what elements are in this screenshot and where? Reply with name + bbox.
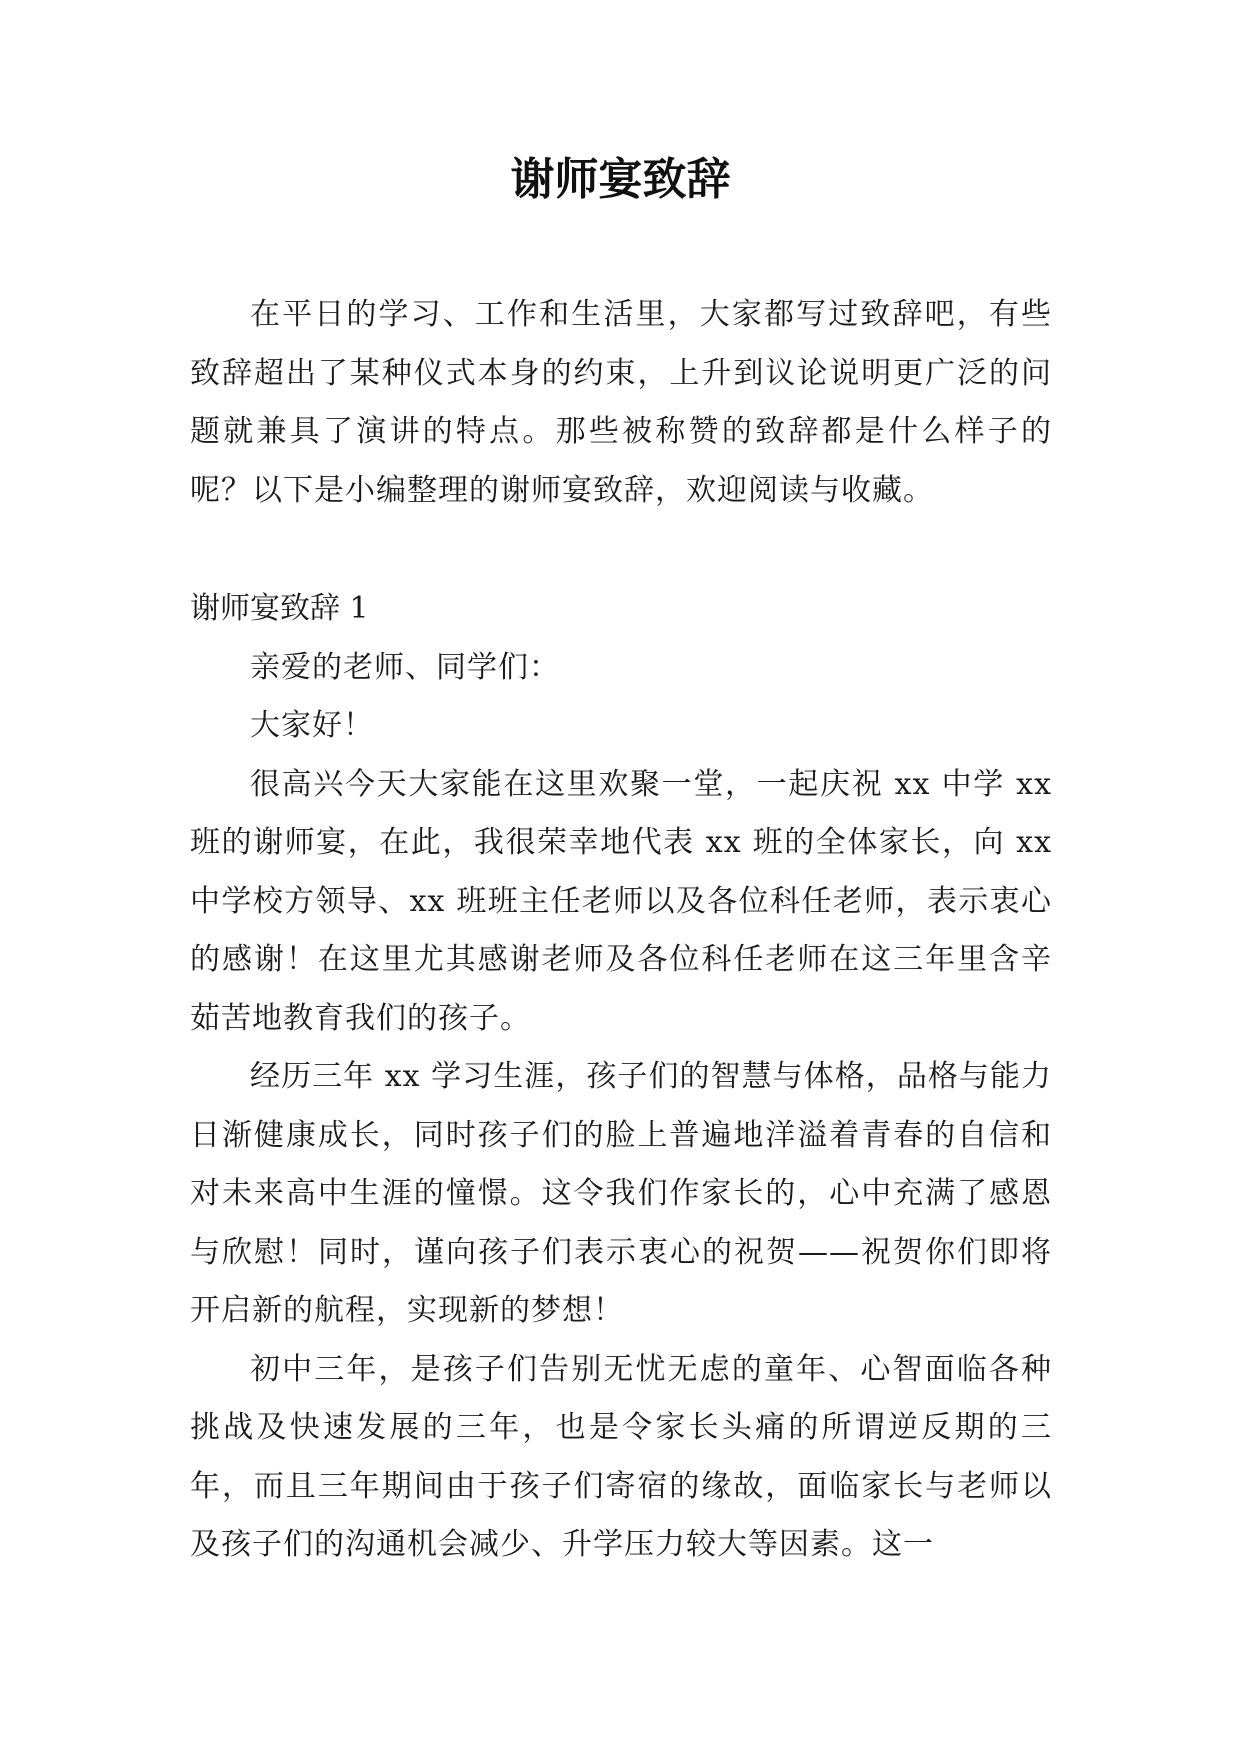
intro-paragraph: 在平日的学习、工作和生活里，大家都写过致辞吧，有些致辞超出了某种仪式本身的约束，上升到议论说明更广泛的问题就兼具了演讲的特点。那些被称赞的致辞都是什么样子的呢？以下是小编整理的谢师宴致辞，欢迎阅读与收藏。 [190, 297, 1052, 508]
salutation: 亲爱的老师、同学们： [250, 649, 560, 685]
body-paragraph: 经历三年 xx 学习生涯，孩子们的智慧与体格，品格与能力日渐健康成长，同时孩子们的脸上普遍地洋溢着青春的自信和对未来高中生涯的憧憬。这令我们作家长的，心中充满了感恩与欣慰！同时，谨向孩子们表示衷心的祝贺——祝贺你们即将开启新的航程，实现新的梦想！ [190, 1059, 1052, 1328]
document-title: 谢师宴致辞 [510, 154, 731, 205]
body-paragraph: 初中三年，是孩子们告别无忧无虑的童年、心智面临各种挑战及快速发展的三年，也是令家长头痛的所谓逆反期的三年，而且三年期间由于孩子们寄宿的缘故，面临家长与老师以及孩子们的沟通机会减少、升学压力较大等因素。这一 [190, 1351, 1052, 1562]
greeting: 大家好！ [250, 708, 374, 743]
body-paragraph: 很高兴今天大家能在这里欢聚一堂，一起庆祝 xx 中学 xx 班的谢师宴，在此，我很荣幸地代表 xx 班的全体家长，向 xx 中学校方领导、xx 班班主任老师以及各位科任老师，表示衷心的感谢！在这里尤其感谢老师及各位科任老师在这三年里含辛茹苦地教育我们的孩子。 [190, 766, 1052, 1036]
section-heading: 谢师宴致辞 1 [190, 591, 369, 626]
speech-section [190, 580, 1052, 1575]
